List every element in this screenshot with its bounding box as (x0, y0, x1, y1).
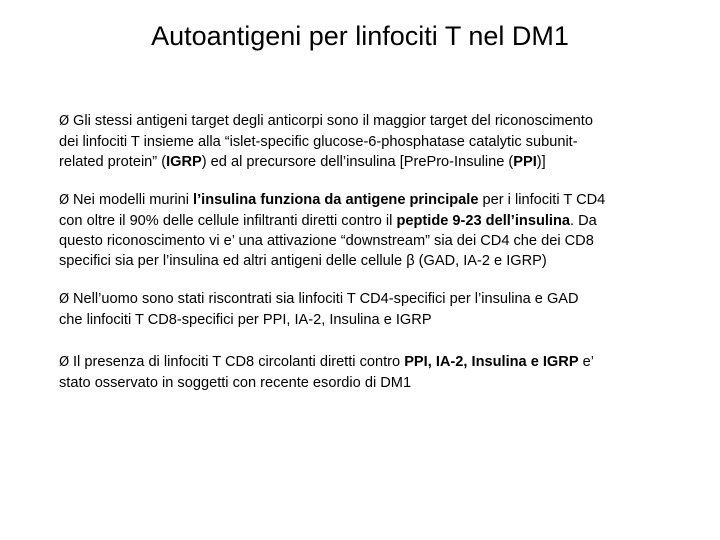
text-span: Il presenza di linfociti T CD8 circolanti diretti contro (73, 354, 405, 370)
bullet-line (59, 211, 679, 231)
text-span: related protein” ( (59, 154, 167, 170)
bullet-line (59, 310, 679, 330)
text-span: con oltre il 90% delle cellule infiltranti diretti contro il (59, 213, 397, 229)
text-span: per i linfociti T CD4 (478, 192, 606, 208)
bullet-line (59, 231, 679, 251)
bullet-line (59, 111, 679, 132)
arrow-bullet-icon: Ø (59, 193, 70, 208)
bullet-line (59, 251, 679, 271)
text-span: Nell’uomo sono stati riscontrati sia linfociti T CD4-specifici per l’insulina e GAD (73, 291, 579, 307)
bold-text: IGRP (166, 154, 202, 170)
text-span: e’ (578, 354, 594, 370)
text-span: Gli stessi antigeni target degli anticorpi sono il maggior target del riconoscimento (73, 113, 593, 129)
bullet-item-1 (59, 111, 679, 172)
bullet-item-3 (59, 289, 679, 330)
text-span: questo riconoscimento vi e’ una attivazione “downstream” sia dei CD4 che dei CD8 (59, 233, 594, 249)
bullet-list (59, 111, 679, 411)
bold-text: PPI (513, 154, 537, 170)
bullet-line (59, 352, 679, 373)
text-span: che linfociti T CD8-specifici per PPI, IA-2, Insulina e IGRP (59, 312, 432, 328)
bold-text: peptide 9-23 dell’insulina (396, 213, 570, 229)
text-span: . Da (570, 213, 597, 229)
bold-text: l’insulina funziona da antigene principale (193, 192, 479, 208)
bullet-line (59, 190, 679, 211)
text-span: stato osservato in soggetti con recente esordio di DM1 (59, 375, 412, 391)
bullet-line (59, 373, 679, 393)
bold-text: PPI, IA-2, Insulina e IGRP (404, 354, 579, 370)
text-span: )] (536, 154, 546, 170)
text-span: dei linfociti T insieme alla “islet-specific glucose-6-phosphatase catalytic subunit- (59, 134, 578, 150)
text-span: Nei modelli murini (73, 192, 194, 208)
arrow-bullet-icon: Ø (59, 292, 70, 307)
text-span: specifici sia per l’insulina ed altri antigeni delle cellule β (GAD, IA-2 e IGRP) (59, 253, 547, 269)
arrow-bullet-icon: Ø (59, 355, 70, 370)
bullet-item-4 (59, 352, 679, 393)
bullet-line (59, 132, 679, 152)
bullet-item-2 (59, 190, 679, 271)
bullet-line (59, 152, 679, 172)
slide-title: Autoantigeni per linfociti T nel DM1 (151, 21, 569, 51)
bullet-line (59, 289, 679, 310)
arrow-bullet-icon: Ø (59, 114, 70, 129)
text-span: ) ed al precursore dell’insulina [PrePro-Insuline ( (201, 154, 514, 170)
